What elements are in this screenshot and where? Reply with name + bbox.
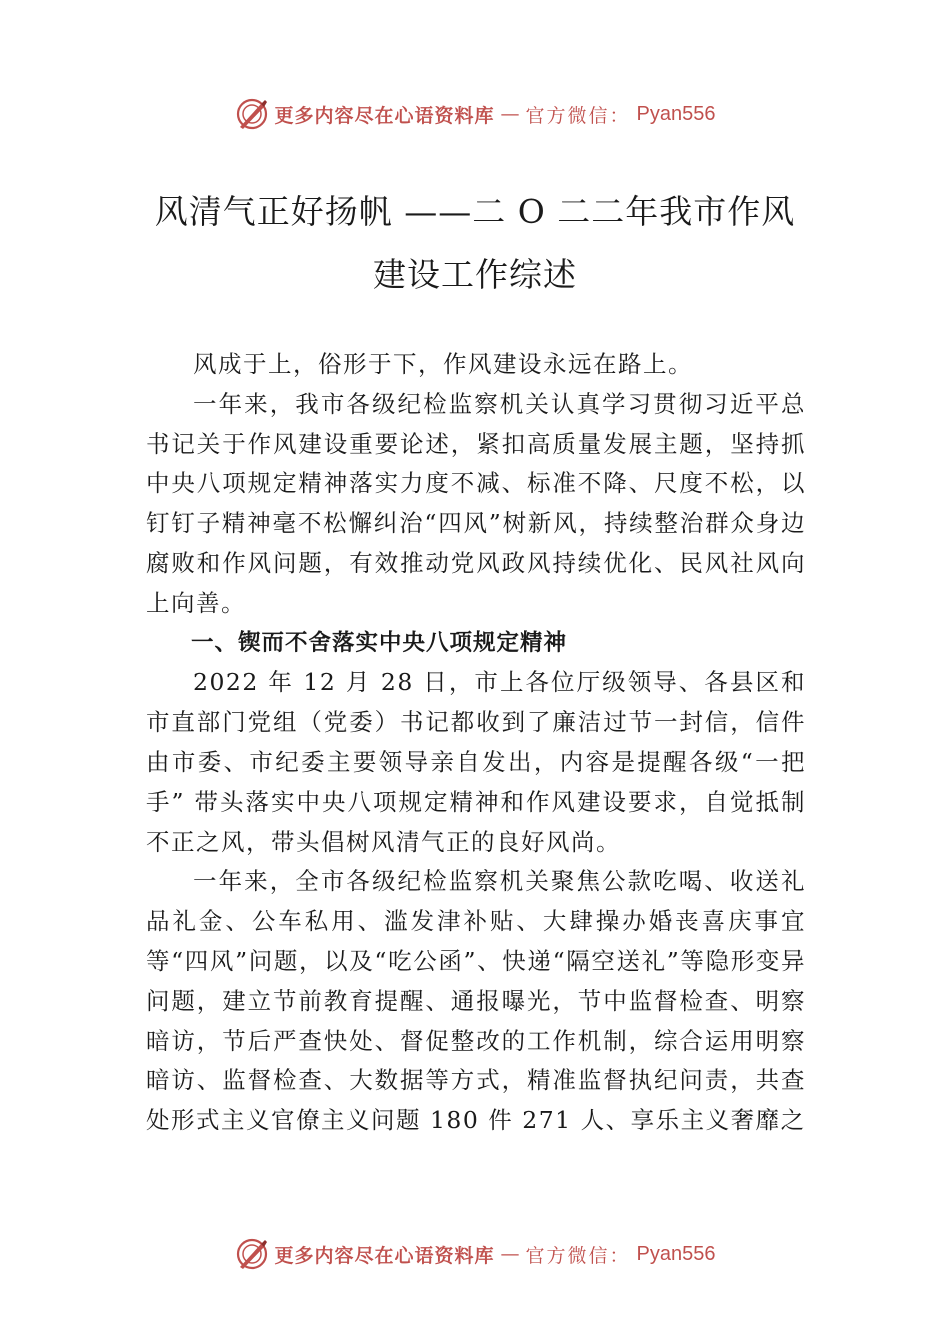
pen-logo-icon	[235, 1237, 269, 1271]
watermark-wechat-label: 官方微信：	[525, 104, 631, 127]
paragraph-intro: 风成于上，俗形于下，作风建设永远在路上。	[193, 350, 693, 378]
document-title-line1: 风清气正好扬帆 ——二 O 二二年我市作风	[154, 192, 796, 231]
document-title-line2: 建设工作综述	[373, 255, 577, 294]
watermark-wechat-id: Pyan556	[636, 102, 716, 125]
watermark-text: 更多内容尽在心语资料库	[274, 1244, 495, 1267]
paragraph-letter: 2022 年 12 月 28 日，市上各位厅级领导、各县区和市直部门党组（党委）书记都收到了廉洁过节一封信，信件由市委、市纪委主要领导亲自发出，内容是提醒各级“一把手” 带头落实中央八项规定精神和作风建设要求，自觉抵制不正之风，带头倡树风清气正的良好风尚。	[146, 668, 806, 856]
watermark-wechat-id: Pyan556	[636, 1242, 716, 1265]
watermark-separator: —	[500, 1243, 520, 1265]
document-body	[146, 345, 806, 1141]
watermark-text: 更多内容尽在心语资料库	[274, 104, 495, 127]
watermark-header	[0, 94, 950, 134]
section-heading-1: 一、锲而不舍落实中央八项规定精神	[191, 629, 568, 656]
watermark-footer	[0, 1234, 950, 1274]
paragraph-summary: 一年来，我市各级纪检监察机关认真学习贯彻习近平总书记关于作风建设重要论述，紧扣高质量发展主题，坚持抓中央八项规定精神落实力度不减、标准不降、尺度不松，以钉钉子精神毫不松懈纠治“四风”树新风，持续整治群众身边腐败和作风问题，有效推动党风政风持续优化、民风社风向上向善。	[146, 389, 806, 617]
watermark-separator: —	[500, 103, 520, 125]
watermark-wechat-label: 官方微信：	[525, 1244, 631, 1267]
paragraph-four-winds: 一年来，全市各级纪检监察机关聚焦公款吃喝、收送礼品礼金、公车私用、滥发津补贴、大肆操办婚丧喜庆事宜等“四风”问题，以及“吃公函”、快递“隔空送礼”等隐形变异问题，建立节前教育提醒、通报曝光，节中监督检查、明察暗访，节后严查快处、督促整改的工作机制，综合运用明察暗访、监督检查、大数据等方式，精准监督执纪问责，共查处形式主义官僚主义问题 180 件 271 人、享乐主义奢靡之	[146, 867, 806, 1135]
pen-logo-icon	[235, 97, 269, 131]
